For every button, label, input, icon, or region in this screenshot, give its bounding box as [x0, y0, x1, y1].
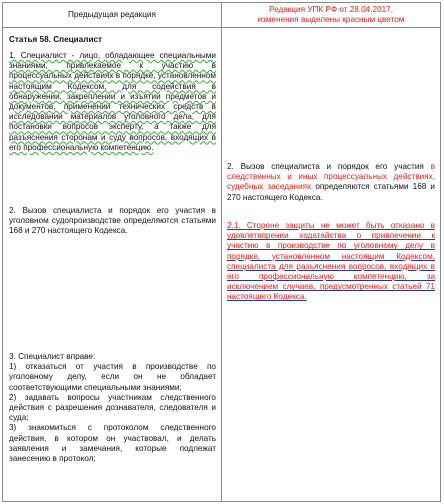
left-paragraph-1: [9, 51, 216, 153]
right-p2-changed: в следственных и иных процессуальных действиях, судебных заседаниях: [227, 162, 435, 192]
header-left-label: Предыдущая редакция: [68, 10, 156, 19]
comparison-table: [2, 2, 441, 502]
header-right-line1: Редакция УПК РФ от 28.04.2017,: [268, 5, 393, 14]
article-title: Статья 58. Специалист: [9, 35, 103, 44]
right-p2-start: 2. Вызов специалиста и порядок его участия: [227, 162, 424, 171]
header-new-edition: [222, 3, 440, 27]
left-p3-intro: 3. Специалист вправе:: [9, 352, 96, 361]
header-previous-edition: [3, 3, 221, 27]
right-p21-text: 2.1. Стороне защиты не может быть отказано в удовлетворении ходатайства о привлечении к участию в производстве по уголовному делу в порядке, установленном настоящим Кодексом, специалиста для разъяснения вопросов, входящих в его профессиональную компетенцию, за исключением случаев, предусмотренных статьей 71 настоящего Кодекса.: [227, 221, 435, 302]
left-p3-item-1: 1) отказаться от участия в производстве по уголовному делу, если он не обладает соответствующими специальными знаниями;: [9, 362, 216, 392]
left-p2-text: 2. Вызов специалиста и порядок его участия в уголовном судопроизводстве определяются статьями 168 и 270 настоящего Кодекса.: [9, 206, 216, 236]
right-p2-end: определяются статьями 168 и 270 настоящего Кодекса.: [227, 182, 435, 202]
right-paragraph-2: [227, 162, 435, 203]
right-paragraph-2-1: [227, 221, 435, 303]
left-p3-item-2: 2) задавать вопросы участникам следственного действия с разрешения дознавателя, следователя и суда;: [9, 392, 216, 423]
left-paragraph-2: [9, 206, 216, 237]
header-divider: [3, 27, 440, 28]
column-divider: [221, 3, 222, 501]
left-paragraph-3: [9, 352, 216, 464]
left-p3-item-3: 3) знакомиться с протоколом следственного действия, в котором он участвовал, и делать заявления и замечания, которые подлежат занесению в протокол;: [9, 423, 216, 464]
left-p1-text: 1. Специалист - лицо, обладающее специальными знаниями, привлекаемое к участию в процессуальных действиях в порядке, установленном настоящим Кодексом, для содействия в обнаружении, закреплении и изъятии предметов и документов, применении технических средств в исследовании материалов уголовного дела, для постановки вопросов эксперту, а также для разъяснения сторонам и суду вопросов, входящих в его профессиональную компетенцию.: [9, 51, 216, 152]
header-right-line2: изменения выделены красным цветом: [257, 15, 405, 24]
